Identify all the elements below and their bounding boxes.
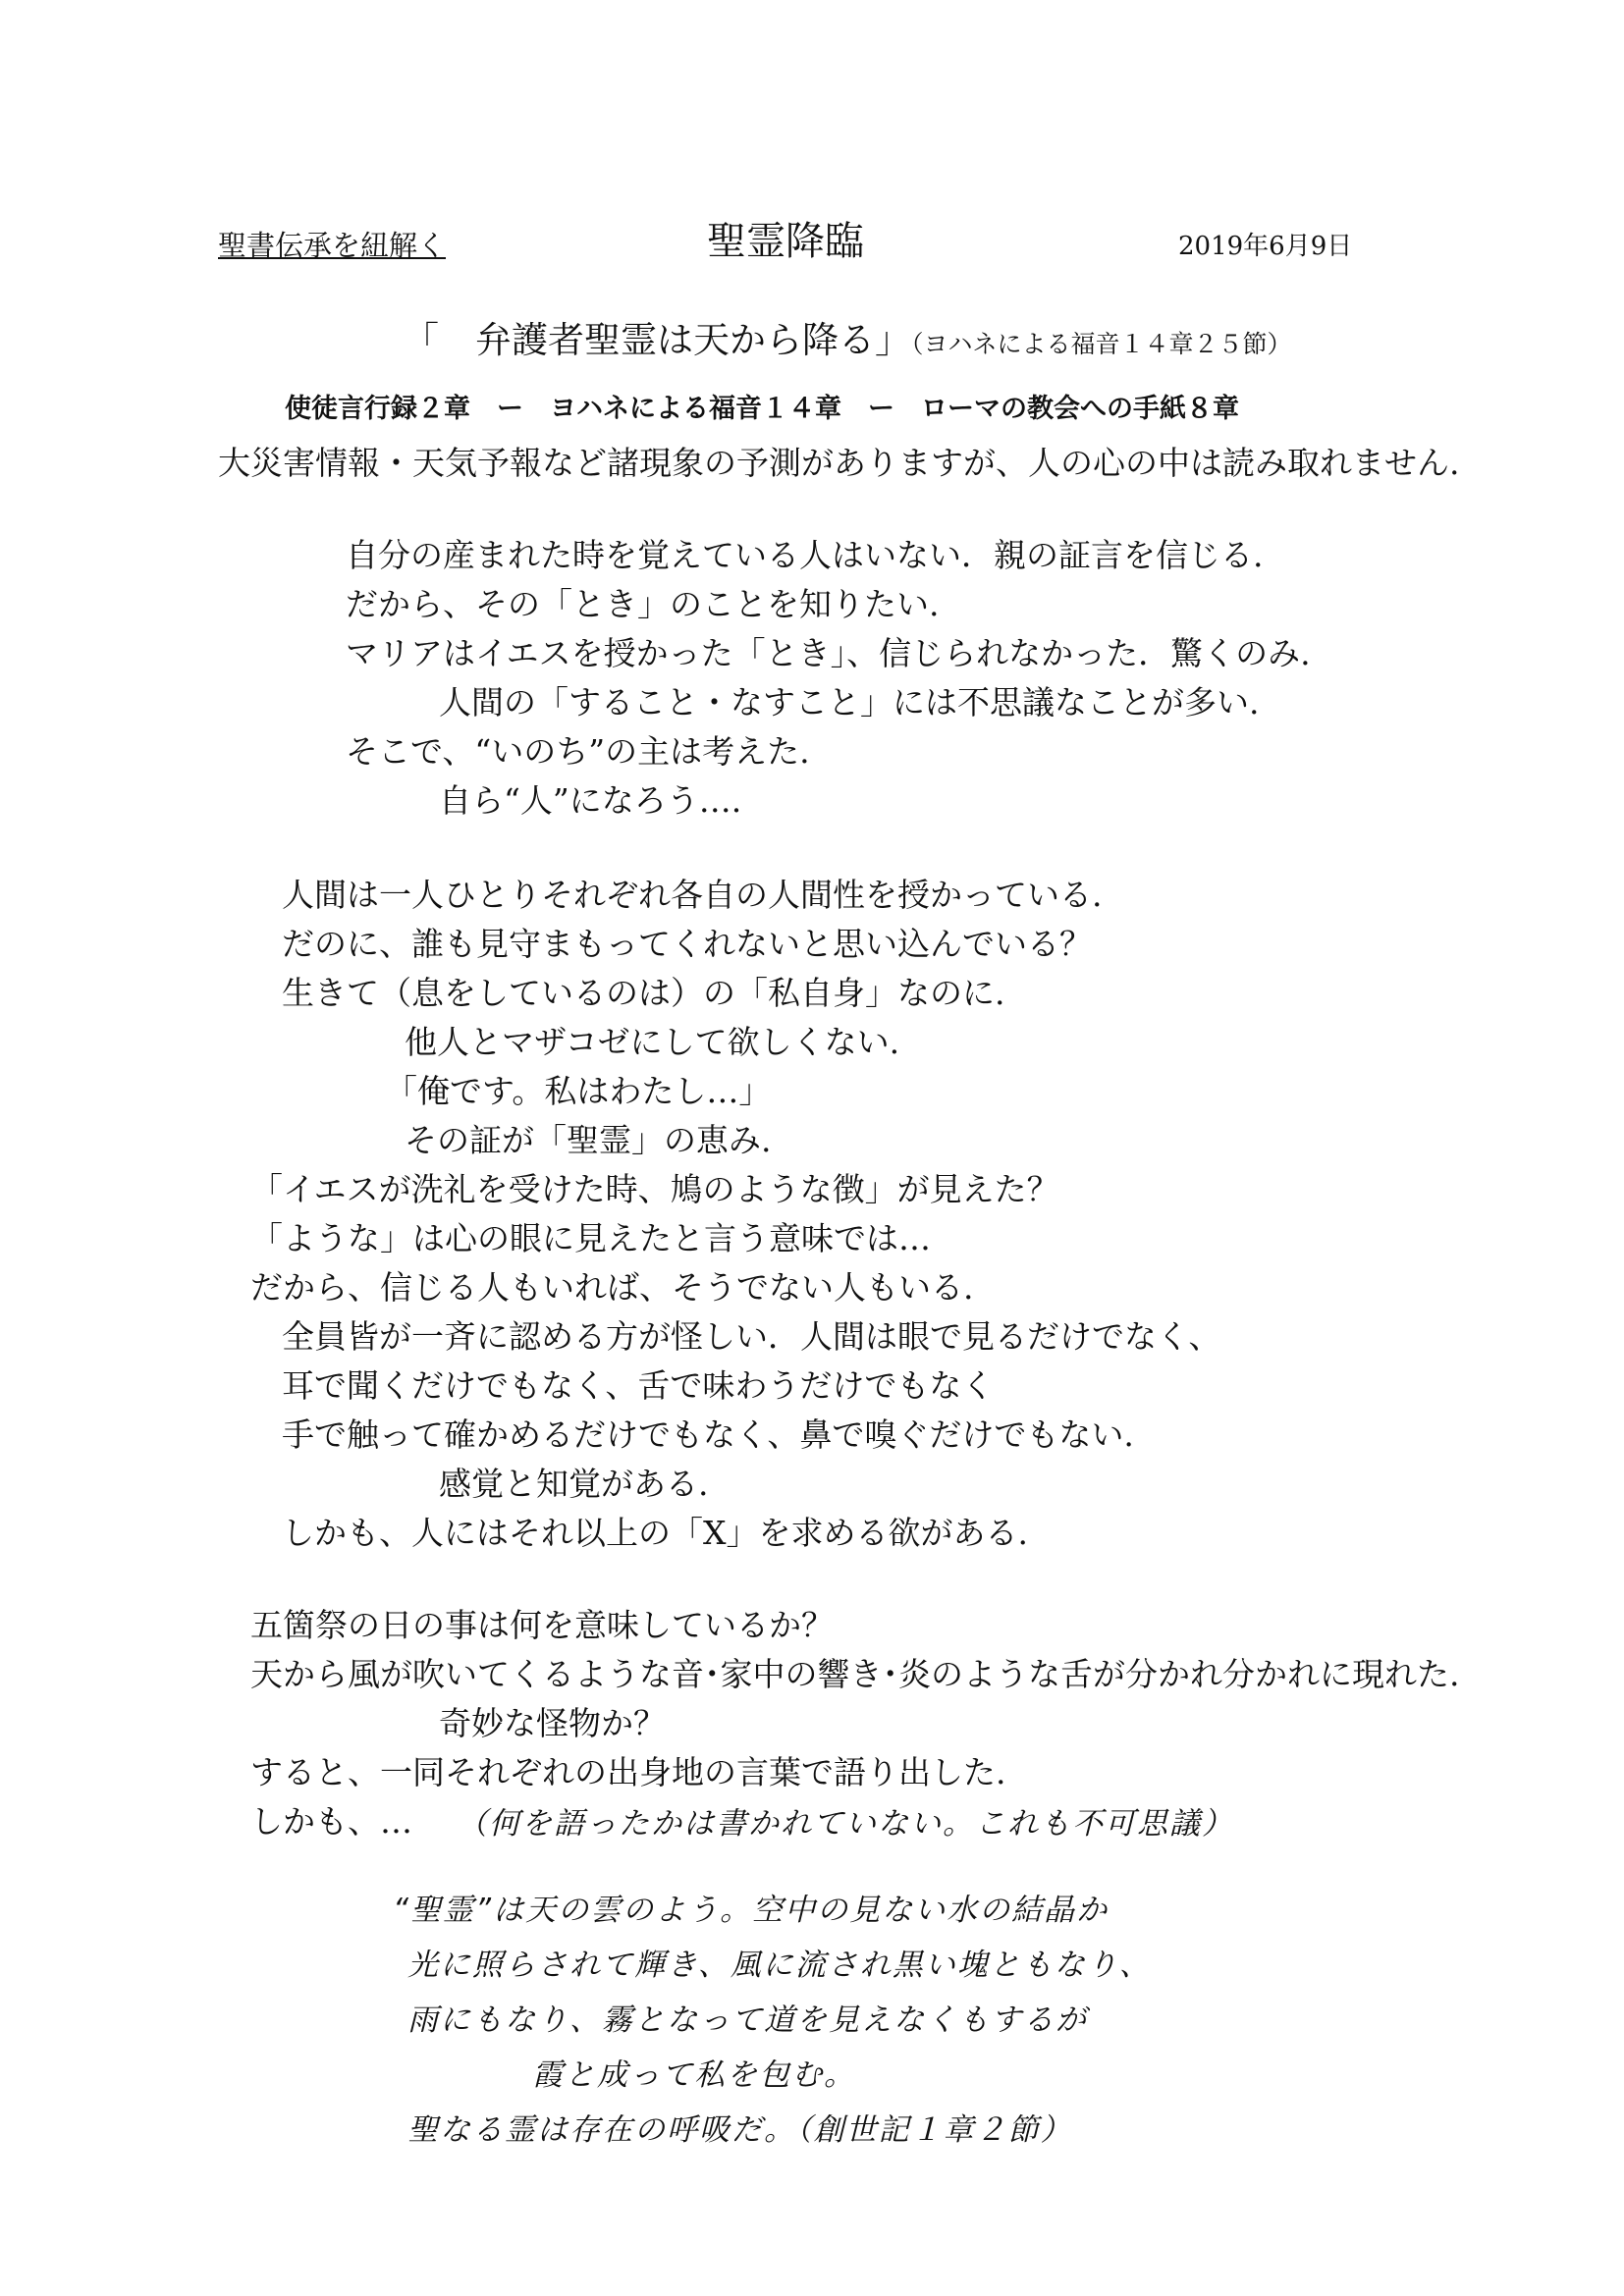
body-line: 「ような」は心の眼に見えたと言う意味では… (250, 1219, 931, 1257)
body-line: その証が「聖霊」の恵み. (405, 1121, 772, 1159)
body-line: そこで、“いのち”の主は考えた. (346, 732, 810, 771)
body-line: 耳で聞くだけでもなく、舌で味わうだけでもなく (282, 1366, 995, 1405)
body-line: 自ら“人”になろう…. (439, 781, 742, 820)
page-title: 聖霊降臨 (707, 219, 864, 264)
main-title-reference: （ヨハネによる福音１４章２５節） (911, 330, 1292, 358)
body-line: 「俺です。私はわたし…」 (385, 1072, 772, 1110)
body-line: 全員皆が一斉に認める方が怪しい．人間は眼で見るだけでなく、 (282, 1317, 1221, 1356)
date: 2019年6月9日 (1178, 232, 1353, 261)
body-line: だから、その「とき」のことを知りたい. (346, 585, 940, 623)
body-line: しかも、人にはそれ以上の「X」を求める欲がある. (282, 1514, 1028, 1552)
aside-note: （何を語ったかは書かれていない。これも不可思議） (457, 1806, 1234, 1842)
body-line: 奇妙な怪物か？ (439, 1704, 666, 1742)
body-line: すると、一同それぞれの出身地の言葉で語り出した. (250, 1753, 1006, 1791)
poem-line: 光に照らされて輝き、風に流され黒い塊ともなり、 (407, 1948, 1152, 1983)
body-line: 人間は一人ひとりそれぞれ各自の人間性を授かっている. (282, 876, 1103, 914)
intro-line: 大災害情報・天気予報など諸現象の予測がありますが、人の心の中は読み取れません. (218, 444, 1460, 482)
body-line: 人間の「すること・なすこと」には不思議なことが多い. (439, 683, 1260, 721)
body-line: 自分の産まれた時を覚えている人はいない．親の証言を信じる. (346, 536, 1264, 574)
body-line: 他人とマザコゼにして欲しくない. (405, 1023, 900, 1061)
body-line: だのに、誰も見守まもってくれないと思い込んでいる？ (282, 925, 1092, 963)
main-title (403, 310, 1292, 363)
poem-line: “聖霊”は天の雲のよう。空中の見ない水の結晶か (393, 1893, 1110, 1928)
body-line: だから、信じる人もいれば、そうでない人もいる. (250, 1268, 974, 1307)
body-line: 手で触って確かめるだけでもなく、鼻で嗅ぐだけでもない. (282, 1415, 1134, 1454)
poem-line: 霞と成って私を包む。 (532, 2057, 856, 2093)
body-line: 天から風が吹いてくるような音･家中の響き･炎のような舌が分かれ分かれに現れた. (250, 1655, 1460, 1693)
body-line: 五箇祭の日の事は何を意味しているか？ (250, 1606, 834, 1644)
main-title-text: 「 弁護者聖霊は天から降る」 (403, 319, 911, 361)
body-line: しかも、… (250, 1802, 412, 1841)
body-line: 感覚と知覚がある. (439, 1465, 709, 1503)
poem-line: 雨にもなり、霧となって道を見えなくもするが (407, 2002, 1088, 2038)
body-line: 「イエスが洗礼を受けた時、鳩のような徴」が見えた？ (250, 1170, 1059, 1208)
body-line: 生きて（息をしているのは）の「私自身」なのに. (282, 974, 1005, 1012)
body-line: マリアはイエスを授かった「とき」、信じられなかった．驚くのみ. (346, 634, 1311, 672)
subtitle: 使徒言行録２章 ー ヨハネによる福音１４章 ー ローマの教会への手紙８章 (285, 394, 1239, 424)
series-title: 聖書伝承を紐解く (218, 229, 447, 262)
poem-line: 聖なる霊は存在の呼吸だ。（創世記１章２節） (407, 2112, 1073, 2148)
